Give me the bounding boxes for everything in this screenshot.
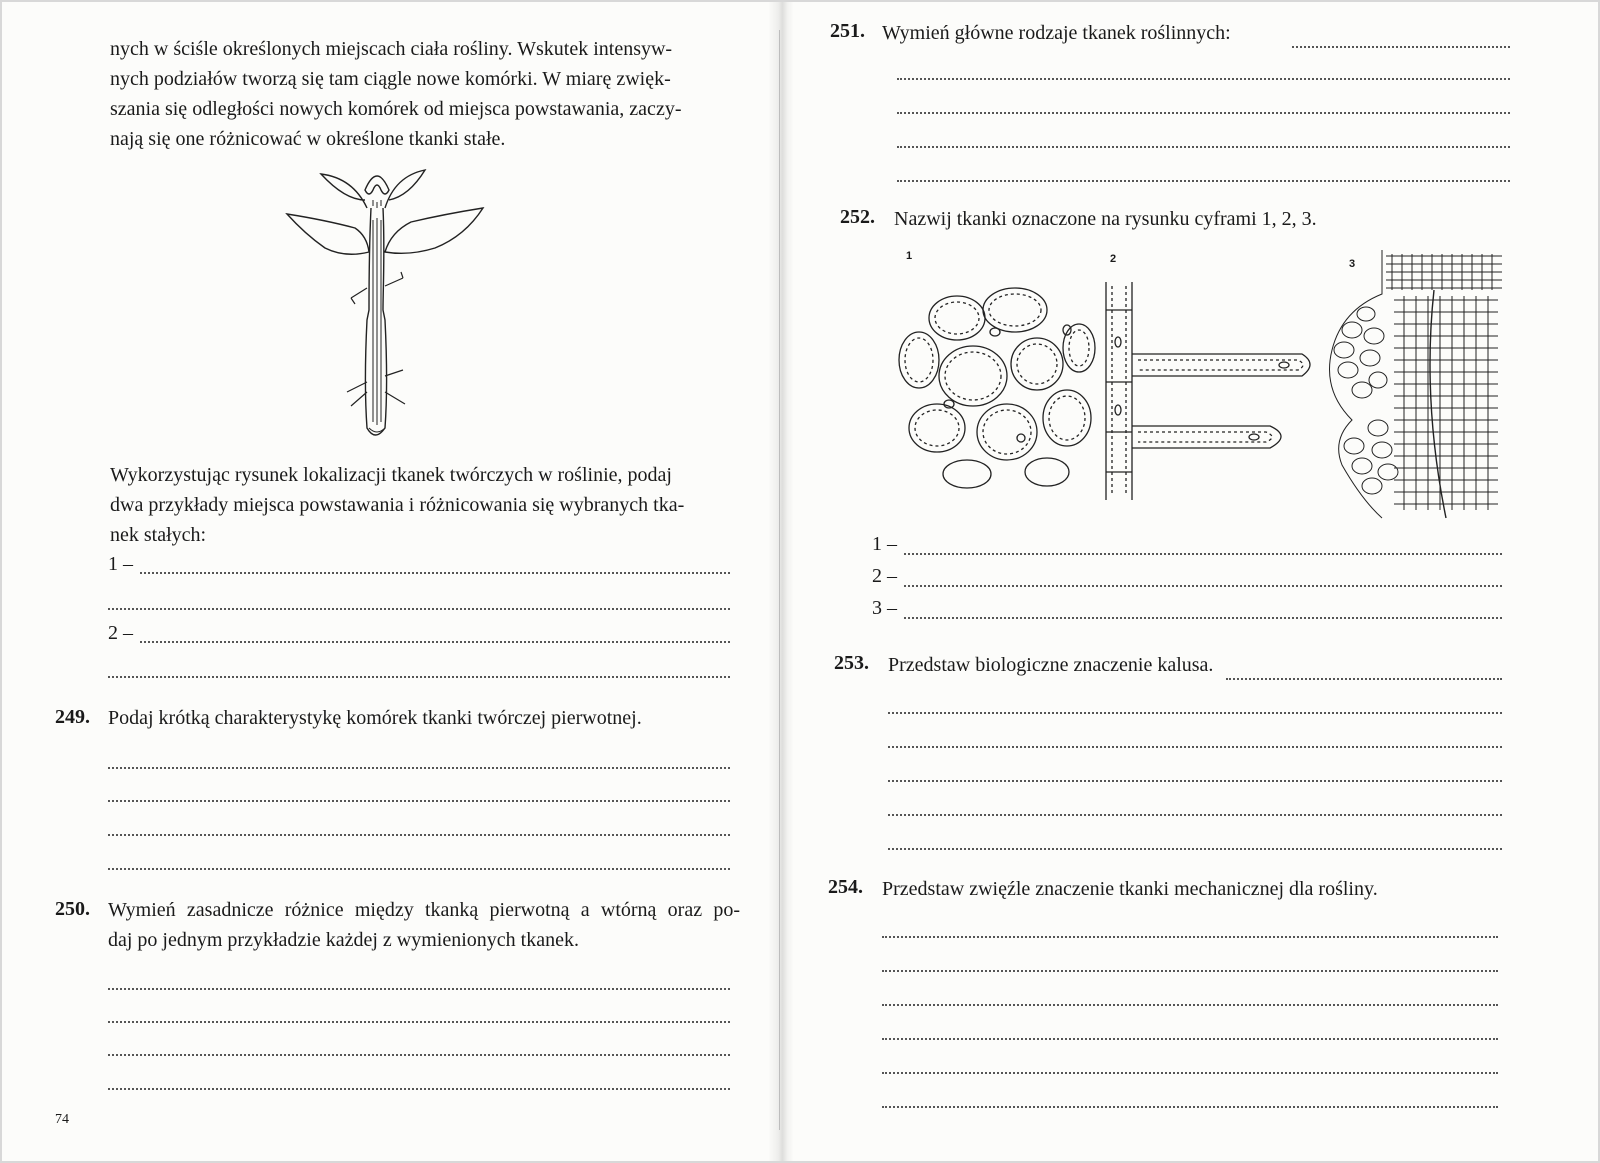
answer-line[interactable] [108,1088,730,1090]
right-page [782,0,1600,1163]
answer-line[interactable] [882,970,1498,972]
answer-line[interactable] [1292,46,1510,48]
answer-line[interactable] [904,617,1502,619]
answer-line[interactable] [904,585,1502,587]
answer-line[interactable] [882,936,1498,938]
task-line: Wykorzystując rysunek lokalizacji tkanek twórczych w roślinie, podaj [110,464,672,486]
figure-label-3: 3 [1349,258,1356,270]
task-line: dwa przykłady miejsca powstawania i różnicowania się wybranych tka- [110,494,685,516]
question-252-text: Nazwij tkanki oznaczone na rysunku cyframi 1, 2, 3. [894,208,1317,230]
answer-line[interactable] [882,1106,1498,1108]
intro-line: nają się one różnicować w określone tkanki stałe. [110,128,506,150]
answer-label-2: 2 – [108,622,133,644]
question-250-text [108,895,740,955]
answer-line[interactable] [108,988,730,990]
intro-line: nych w ściśle określonych miejscach ciała rośliny. Wskutek intensyw- [110,38,673,60]
answer-line[interactable] [140,572,730,574]
answer-label-252-1: 1 – [872,533,897,555]
question-254-number: 254. [828,876,863,898]
page-number: 74 [55,1112,69,1127]
answer-line[interactable] [140,641,730,643]
intro-line: nych podziałów tworzą się tam ciągle nowe komórki. W miarę zwięk- [110,68,671,90]
question-250-line: Wymień zasadnicze różnice między tkanką pierwotną a wtórną oraz po- [108,899,740,921]
answer-line[interactable] [882,1072,1498,1074]
answer-line[interactable] [888,814,1502,816]
question-254-text: Przedstaw zwięźle znaczenie tkanki mechanicznej dla rośliny. [882,878,1378,900]
left-page [0,0,780,1163]
intro-paragraph [110,34,740,154]
tissue-2-drawing [1102,282,1332,502]
answer-line[interactable] [1226,678,1502,680]
answer-line[interactable] [108,834,730,836]
answer-line[interactable] [882,1038,1498,1040]
answer-line[interactable] [888,746,1502,748]
tissue-1-drawing [897,268,1097,490]
question-251-text: Wymień główne rodzaje tkanek roślinnych: [882,22,1231,44]
answer-line[interactable] [888,712,1502,714]
answer-line[interactable] [108,868,730,870]
answer-line[interactable] [897,78,1510,80]
answer-line[interactable] [897,112,1510,114]
intro-line: szania się odległości nowych komórek od miejsca powstawania, zaczy- [110,98,682,120]
question-253-number: 253. [834,652,869,674]
question-249-text: Podaj krótką charakterystykę komórek tkanki twórczej pierwotnej. [108,707,642,729]
question-250-line: daj po jednym przykładzie każdej z wymienionych tkanek. [108,929,579,951]
answer-label-252-2: 2 – [872,565,897,587]
answer-line[interactable] [888,780,1502,782]
answer-line[interactable] [882,1004,1498,1006]
plant-meristem-drawing [285,160,495,450]
answer-line[interactable] [108,676,730,678]
question-251-number: 251. [830,20,865,42]
answer-label-1: 1 – [108,553,133,575]
task-line: nek stałych: [110,524,207,546]
question-250-number: 250. [55,898,90,920]
answer-line[interactable] [897,180,1510,182]
question-253-text: Przedstaw biologiczne znaczenie kalusa. [888,654,1214,676]
answer-label-252-3: 3 – [872,597,897,619]
answer-line[interactable] [897,146,1510,148]
answer-line[interactable] [108,608,730,610]
answer-line[interactable] [904,553,1502,555]
answer-line[interactable] [108,1054,730,1056]
answer-line[interactable] [888,848,1502,850]
question-252-number: 252. [840,206,875,228]
figure-label-2: 2 [1110,253,1117,265]
task-paragraph [110,460,740,550]
figure-label-1: 1 [906,250,913,262]
answer-line[interactable] [108,1021,730,1023]
question-249-number: 249. [55,706,90,728]
answer-line[interactable] [108,767,730,769]
answer-line[interactable] [108,800,730,802]
tissue-3-drawing [1322,250,1507,520]
